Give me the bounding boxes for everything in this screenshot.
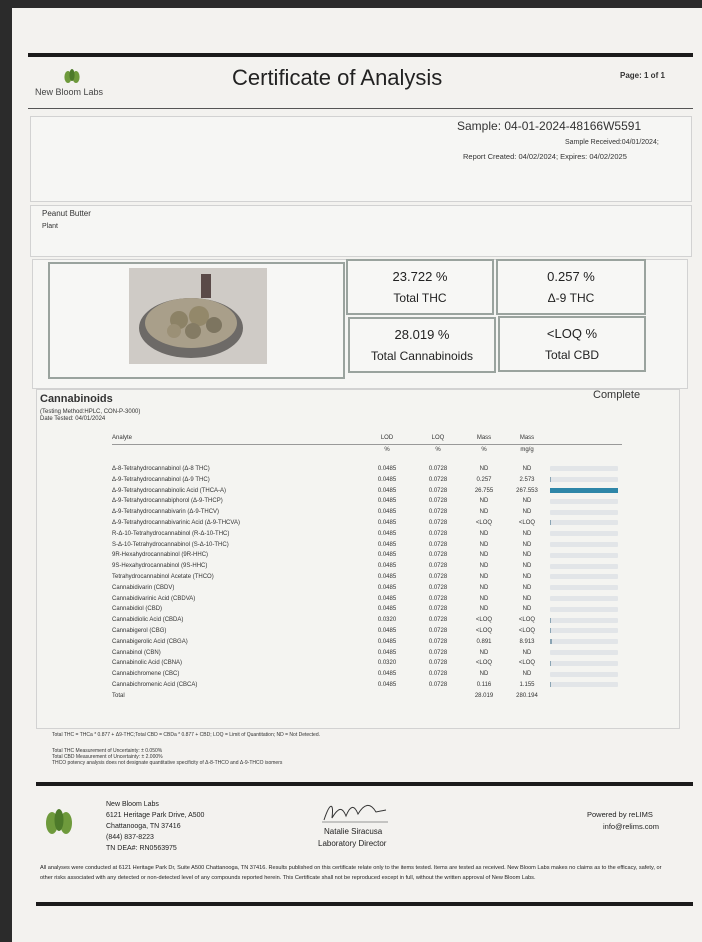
signer-name: Natalie Siracusa	[324, 827, 383, 836]
cannabinoids-status: Complete	[593, 389, 641, 401]
mass-mg-cell: ND	[522, 509, 532, 516]
mass-pct-cell: ND	[479, 649, 489, 656]
loq-cell: 0.0728	[428, 617, 448, 624]
mass-pct-cell: ND	[479, 563, 489, 570]
mass-mg-cell: ND	[522, 595, 532, 602]
lod-cell: 0.0485	[377, 563, 397, 570]
metric-total-cannabinoids-value: 28.019 %	[394, 327, 450, 342]
level-bar	[550, 618, 618, 623]
footer-rule-top	[36, 782, 693, 786]
unit-mass-pct: %	[481, 447, 487, 454]
lod-cell: 0.0320	[377, 660, 397, 667]
header-rule	[28, 108, 693, 109]
level-bar-fill	[550, 520, 551, 525]
loq-cell: 0.0728	[428, 563, 448, 570]
footer-city: Chattanooga, TN 37416	[106, 823, 181, 830]
mass-mg-cell: 1.155	[519, 681, 535, 688]
table-row	[112, 464, 622, 475]
table-row	[112, 647, 622, 658]
metric-total-cannabinoids	[348, 317, 496, 373]
analyte-cell: Δ-9-Tetrahydrocannabinolic Acid (THCA-A)	[112, 487, 227, 494]
analyte-cell: Δ-8-Tetrahydrocannabinol (Δ-8 THC)	[112, 465, 210, 472]
mass-pct-cell: ND	[479, 465, 489, 472]
analyte-cell: Δ-9-Tetrahydrocannabiphorol (Δ-9-THCP)	[112, 498, 223, 505]
level-bar	[550, 628, 618, 633]
analyte-cell: Cannabigerolic Acid (CBGA)	[112, 638, 188, 645]
table-row	[112, 539, 622, 550]
level-bar-cell	[550, 518, 622, 529]
analyte-cell: Cannabichromene (CBC)	[112, 671, 180, 678]
mass-mg-cell: <LOQ	[518, 627, 536, 634]
col-mass-pct: Mass	[476, 435, 492, 442]
loq-cell: 0.0728	[428, 476, 448, 483]
analyte-cell: S-Δ-10-Tetrahydrocannabinol (S-Δ-10-THC)	[112, 541, 229, 548]
analyte-cell: Cannabidiolic Acid (CBDA)	[112, 617, 184, 624]
loq-cell: 0.0728	[428, 649, 448, 656]
level-bar-fill	[550, 618, 551, 623]
analyte-cell: Cannabinol (CBN)	[112, 649, 161, 656]
lod-cell: 0.0485	[377, 638, 397, 645]
analyte-cell: Δ-9-Tetrahydrocannabinol (Δ-9 THC)	[112, 476, 210, 483]
level-bar	[550, 477, 618, 482]
mass-pct-cell: <LOQ	[475, 519, 493, 526]
analyte-cell: Cannabidivarinic Acid (CBDVA)	[112, 595, 196, 602]
level-bar	[550, 650, 618, 655]
loq-cell: 0.0728	[428, 487, 448, 494]
mass-pct-cell: 0.257	[476, 476, 492, 483]
level-bar	[550, 510, 618, 515]
mass-pct-cell: ND	[479, 584, 489, 591]
level-bar-cell	[550, 507, 622, 518]
loq-cell: 0.0728	[428, 573, 448, 580]
page-number: Page: 1 of 1	[620, 71, 665, 80]
mass-mg-cell: 2.573	[519, 476, 535, 483]
table-row	[112, 658, 622, 669]
page-title: Certificate of Analysis	[232, 65, 443, 90]
lod-cell: 0.0485	[377, 552, 397, 559]
mass-pct-cell: ND	[479, 541, 489, 548]
mass-mg-cell: ND	[522, 671, 532, 678]
top-rule	[28, 53, 693, 57]
signature-image	[320, 798, 390, 828]
level-bar-cell	[550, 593, 622, 604]
mass-mg-cell: <LOQ	[518, 617, 536, 624]
analyte-cell: Δ-9-Tetrahydrocannabivarinic Acid (Δ-9-THCVA)	[112, 519, 240, 526]
level-bar-cell	[550, 539, 622, 550]
level-bar	[550, 564, 618, 569]
level-bar-cell	[550, 604, 622, 615]
unit-lod: %	[384, 447, 390, 454]
level-bar-cell	[550, 615, 622, 626]
level-bar-cell	[550, 572, 622, 583]
loq-cell: 0.0728	[428, 638, 448, 645]
footer-phone: (844) 837-8223	[106, 834, 154, 841]
level-bar-cell	[550, 485, 622, 496]
mass-pct-cell: 0.116	[476, 681, 492, 688]
unit-mass-mg: mg/g	[520, 447, 534, 454]
table-row	[112, 561, 622, 572]
product-box	[30, 205, 692, 257]
mass-pct-cell: 0.891	[476, 638, 492, 645]
footer-lab-name: New Bloom Labs	[106, 801, 159, 808]
level-bar	[550, 585, 618, 590]
mass-pct-cell: ND	[479, 498, 489, 505]
analyte-cell: Cannabidiol (CBD)	[112, 606, 163, 613]
level-bar	[550, 466, 618, 471]
product-matrix: Plant	[42, 223, 58, 230]
level-bar-cell	[550, 636, 622, 647]
mass-pct-cell: <LOQ	[475, 617, 493, 624]
table-row	[112, 485, 622, 496]
mass-mg-cell: ND	[522, 498, 532, 505]
table-row	[112, 680, 622, 691]
note-thc-uncertainty: Total THC Measurement of Uncertainty: ± 0.050%	[52, 748, 163, 754]
level-bar	[550, 553, 618, 558]
lod-cell: 0.0485	[377, 498, 397, 505]
loq-cell: 0.0728	[428, 519, 448, 526]
leaf-logo-icon	[62, 68, 82, 84]
footer-rule-bottom	[36, 902, 693, 906]
lod-cell: 0.0485	[377, 476, 397, 483]
powered-by: Powered by reLIMS	[587, 810, 653, 819]
level-bar-cell	[550, 582, 622, 593]
cannabinoids-table	[112, 433, 622, 701]
level-bar-cell	[550, 550, 622, 561]
lod-cell: 0.0485	[377, 465, 397, 472]
table-row	[112, 636, 622, 647]
metric-total-cannabinoids-label: Total Cannabinoids	[370, 349, 474, 363]
loq-cell: 0.0728	[428, 660, 448, 667]
table-row	[112, 593, 622, 604]
mass-pct-cell: ND	[479, 573, 489, 580]
analyte-cell: Δ-9-Tetrahydrocannabivarin (Δ-9-THCV)	[112, 509, 220, 516]
lod-cell: 0.0485	[377, 606, 397, 613]
table-row	[112, 507, 622, 518]
level-bar-cell	[550, 680, 622, 691]
lod-cell: 0.0485	[377, 584, 397, 591]
level-bar-cell	[550, 474, 622, 485]
note-formula: Total THC = THCa * 0.877 + Δ9-THC;Total CBD = CBDa * 0.877 + CBD; LOQ = Limit of Quantitation; ND = Not Detected.	[52, 732, 320, 738]
analyte-cell: Cannabinolic Acid (CBNA)	[112, 660, 183, 667]
mass-pct-cell: ND	[479, 552, 489, 559]
level-bar	[550, 574, 618, 579]
metric-total-cbd	[498, 316, 646, 372]
lod-cell: 0.0485	[377, 671, 397, 678]
loq-cell: 0.0728	[428, 552, 448, 559]
mass-mg-cell: ND	[522, 649, 532, 656]
col-analyte: Analyte	[112, 435, 133, 442]
certificate-page	[12, 8, 702, 942]
lod-cell: 0.0485	[377, 509, 397, 516]
level-bar-cell	[550, 528, 622, 539]
loq-cell: 0.0728	[428, 671, 448, 678]
loq-cell: 0.0728	[428, 541, 448, 548]
sample-received: Sample Received:04/01/2024;	[565, 139, 659, 146]
table-row	[112, 528, 622, 539]
mass-mg-cell: ND	[522, 573, 532, 580]
level-bar-cell	[550, 496, 622, 507]
metric-total-thc-label: Total THC	[393, 291, 447, 305]
lod-cell: 0.0320	[377, 617, 397, 624]
lod-cell: 0.0485	[377, 573, 397, 580]
mass-pct-cell: <LOQ	[475, 660, 493, 667]
mass-mg-cell: ND	[522, 465, 532, 472]
loq-cell: 0.0728	[428, 498, 448, 505]
mass-pct-cell: <LOQ	[475, 627, 493, 634]
loq-cell: 0.0728	[428, 681, 448, 688]
metric-total-thc	[346, 259, 494, 315]
lab-name: New Bloom Labs	[35, 87, 104, 97]
level-bar-fill	[550, 639, 552, 644]
level-bar-fill	[550, 477, 551, 482]
metric-d9-thc-value: 0.257 %	[547, 269, 595, 284]
table-row	[112, 496, 622, 507]
loq-cell: 0.0728	[428, 465, 448, 472]
lod-cell: 0.0485	[377, 541, 397, 548]
loq-cell: 0.0728	[428, 606, 448, 613]
mass-mg-cell: 267.553	[516, 487, 538, 494]
level-bar	[550, 542, 618, 547]
level-bar-cell	[550, 626, 622, 637]
table-row	[112, 626, 622, 637]
metric-d9-thc	[496, 259, 646, 315]
table-row	[112, 518, 622, 529]
lod-cell: 0.0485	[377, 595, 397, 602]
level-bar	[550, 531, 618, 536]
note-thco: THCO potency analysis does not designate quantitative specificity of Δ-8-THCO and Δ-9-THCO isomers	[52, 760, 283, 766]
analyte-cell: Tetrahydrocannabinol Acetate (THCO)	[112, 573, 214, 580]
level-bar	[550, 488, 618, 493]
metric-d9-thc-label: Δ-9 THC	[547, 291, 595, 305]
footer-dea: TN DEA#: RN0563975	[106, 845, 177, 852]
level-bar	[550, 672, 618, 677]
analyte-cell: 9R-Hexahydrocannabinol (9R-HHC)	[112, 552, 209, 559]
unit-analyte	[112, 444, 362, 455]
level-bar	[550, 607, 618, 612]
lod-cell: 0.0485	[377, 519, 397, 526]
signer-title: Laboratory Director	[318, 839, 387, 848]
table-row	[112, 474, 622, 485]
level-bar-fill	[550, 682, 551, 687]
mass-pct-cell: ND	[479, 671, 489, 678]
mass-mg-cell: ND	[522, 552, 532, 559]
lod-cell: 0.0485	[377, 487, 397, 494]
col-loq: LOQ	[431, 435, 445, 442]
total-pct: 28.019	[474, 692, 494, 699]
table-row	[112, 669, 622, 680]
col-mass-mg: Mass	[519, 435, 535, 442]
mass-mg-cell: 8.913	[519, 638, 535, 645]
metric-total-thc-value: 23.722 %	[392, 269, 448, 284]
analyte-cell: Cannabidivarin (CBDV)	[112, 584, 175, 591]
testing-method: (Testing Method:HPLC, CON-P-3000)	[40, 409, 141, 415]
total-label: Total	[112, 692, 125, 699]
mass-mg-cell: ND	[522, 606, 532, 613]
level-bar	[550, 499, 618, 504]
analyte-cell: 9S-Hexahydrocannabinol (9S-HHC)	[112, 563, 208, 570]
level-bar	[550, 682, 618, 687]
analyte-cell: Cannabigerol (CBG)	[112, 627, 167, 634]
mass-mg-cell: ND	[522, 541, 532, 548]
mass-mg-cell: <LOQ	[518, 660, 536, 667]
lod-cell: 0.0485	[377, 649, 397, 656]
lod-cell: 0.0485	[377, 530, 397, 537]
sample-photo	[129, 268, 267, 364]
loq-cell: 0.0728	[428, 595, 448, 602]
mass-mg-cell: ND	[522, 584, 532, 591]
mass-mg-cell: ND	[522, 530, 532, 537]
footer-leaf-logo-icon	[42, 808, 76, 836]
analyte-cell: Cannabichromenic Acid (CBCA)	[112, 681, 198, 688]
level-bar	[550, 520, 618, 525]
mass-pct-cell: ND	[479, 509, 489, 516]
loq-cell: 0.0728	[428, 627, 448, 634]
mass-pct-cell: ND	[479, 530, 489, 537]
level-bar	[550, 639, 618, 644]
mass-mg-cell: <LOQ	[518, 519, 536, 526]
loq-cell: 0.0728	[428, 530, 448, 537]
report-created: Report Created: 04/02/2024; Expires: 04/02/2025	[463, 152, 627, 161]
metric-total-cbd-label: Total CBD	[544, 348, 600, 362]
col-lod: LOD	[380, 435, 394, 442]
loq-cell: 0.0728	[428, 584, 448, 591]
mass-pct-cell: 26.755	[474, 487, 494, 494]
footer-email[interactable]: info@relims.com	[603, 822, 659, 831]
loq-cell: 0.0728	[428, 509, 448, 516]
total-mg: 280.194	[516, 692, 538, 699]
note-cbd-uncertainty: Total CBD Measurement of Uncertainty: ± 2.000%	[52, 754, 163, 760]
cannabinoids-title: Cannabinoids	[40, 393, 113, 405]
lod-cell: 0.0485	[377, 681, 397, 688]
level-bar-fill	[550, 628, 551, 633]
level-bar	[550, 596, 618, 601]
level-bar	[550, 661, 618, 666]
analyte-cell: R-Δ-10-Tetrahydrocannabinol (R-Δ-10-THC)	[112, 530, 230, 537]
level-bar-cell	[550, 647, 622, 658]
table-row	[112, 604, 622, 615]
level-bar-cell	[550, 669, 622, 680]
level-bar-cell	[550, 561, 622, 572]
sample-id: Sample: 04-01-2024-48166W5591	[457, 119, 642, 133]
level-bar-cell	[550, 658, 622, 669]
table-row	[112, 572, 622, 583]
level-bar-cell	[550, 464, 622, 475]
total-row	[112, 690, 622, 701]
footer-street: 6121 Heritage Park Drive, A500	[106, 812, 205, 819]
table-row	[112, 615, 622, 626]
disclaimer: All analyses were conducted at 6121 Heritage Park Dr, Suite A500 Chattanooga, TN 37416. Results published on this certificate relate only to the items tested. Items are tested as received. New Bloom Labs makes no claims as to the efficacy, safety, or other risks associated with any detected or non-detected level of any compounds reported herein. This Certificate shall not be reproduced except in full, without the written approval of New Bloom Labs.	[40, 865, 662, 881]
metric-total-cbd-value: <LOQ %	[546, 326, 598, 341]
level-bar-fill	[550, 488, 618, 493]
table-row	[112, 582, 622, 593]
level-bar-fill	[550, 661, 551, 666]
product-name: Peanut Butter	[42, 209, 91, 218]
table-row	[112, 550, 622, 561]
mass-pct-cell: ND	[479, 606, 489, 613]
lod-cell: 0.0485	[377, 627, 397, 634]
date-tested: Date Tested: 04/01/2024	[40, 416, 106, 422]
mass-pct-cell: ND	[479, 595, 489, 602]
unit-loq: %	[435, 447, 441, 454]
mass-mg-cell: ND	[522, 563, 532, 570]
